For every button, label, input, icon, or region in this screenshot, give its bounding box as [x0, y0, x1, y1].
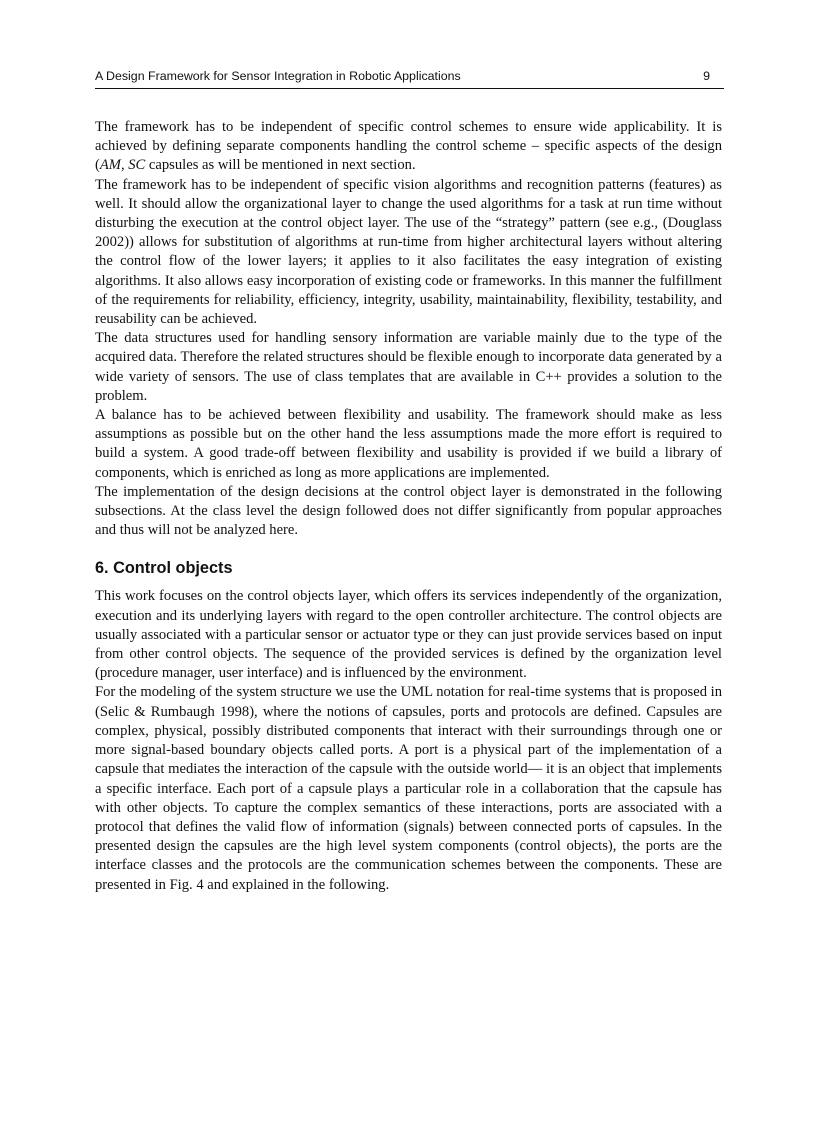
body-text: [95, 118, 722, 895]
paragraph: For the modeling of the system structure we use the UML notation for real-time systems that is proposed in (Selic & Rumbaugh 1998), where the notions of capsules, ports and protocols are defined. Capsules are complex, physical, possibly distributed components that interact with their surroundings through one or more signal-based boundary objects called ports. A port is a physical part of the implementation of a capsule that mediates the interaction of the capsule with the outside world— it is an object that implements a specific interface. Each port of a capsule plays a particular role in a collaboration that the capsule has with other objects. To capture the complex semantics of these interactions, ports are associated with a protocol that defines the valid flow of information (signals) between connected ports of capsules. In the presented design the capsules are the high level system components (control objects), the ports are the interface classes and the protocols are the communication schemes between the components. These are presented in Fig. 4 and explained in the following.: [95, 684, 722, 893]
paragraph: The framework has to be independent of specific control schemes to ensure wide applicability. It is achieved by defining separate components handling the control scheme – specific aspects of the design (AM, SC capsules as will be mentioned in next section.: [95, 119, 722, 174]
section-heading: 6. Control objects: [95, 559, 233, 578]
header-rule: [95, 88, 724, 89]
paragraph: The implementation of the design decisions at the control object layer is demonstrated in the following subsections. At the class level the design followed does not differ significantly from popular approaches and thus will not be analyzed here.: [95, 483, 722, 539]
running-header-title: A Design Framework for Sensor Integration in Robotic Applications: [95, 69, 461, 83]
am-abbreviation: AM: [99, 157, 121, 174]
sc-abbreviation: SC: [128, 157, 146, 174]
running-header: [95, 69, 722, 83]
paragraph: A balance has to be achieved between flexibility and usability. The framework should make as less assumptions as possible but on the other hand the less assumptions made the more effort is required to build a system. A good trade-off between flexibility and usability is provided if we build a library of components, which is enriched as long as more applications are implemented.: [95, 407, 722, 481]
paragraph: The data structures used for handling sensory information are variable mainly due to the type of the acquired data. Therefore the related structures should be flexible enough to incorporate data generated by a wide variety of sensors. The use of class templates that are available in C++ provides a solution to the problem.: [95, 330, 722, 404]
page-number: 9: [703, 69, 710, 83]
paragraph: This work focuses on the control objects layer, which offers its services independently of the organization, execution and its underlying layers with regard to the open controller architecture. The control objects are usually associated with a particular sensor or actuator type or they can just provide services based on input from other control objects. The sequence of the provided services is defined by the organization level (procedure manager, user interface) and is influenced by the environment.: [95, 588, 722, 682]
paragraph: The framework has to be independent of specific vision algorithms and recognition patterns (features) as well. It should allow the organizational layer to change the used algorithms for a task at run time without disturbing the execution at the control object layer. The use of the “strategy” pattern (see e.g., (Douglass 2002)) allows for substitution of algorithms at run-time from higher architectural layers without altering the control flow of the lower layers; it applies to it also facilitates the easy integration of existing algorithms. It also allows easy incorporation of existing code or frameworks. In this manner the fulfillment of the requirements for reliability, efficiency, integrity, usability, maintainability, flexibility, testability, and reusability can be achieved.: [95, 176, 722, 328]
